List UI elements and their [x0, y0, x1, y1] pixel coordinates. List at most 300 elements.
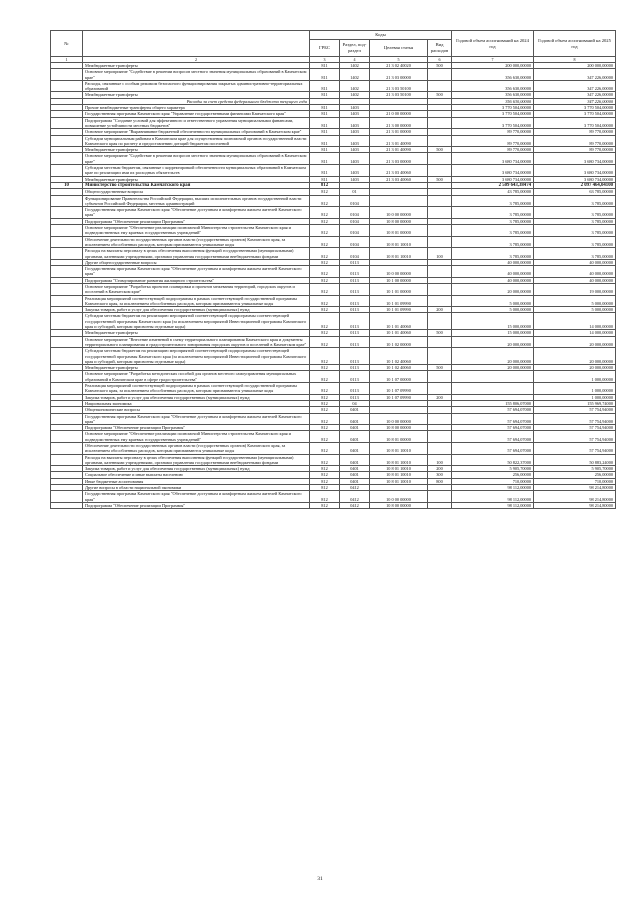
row-razdel: 0113	[340, 313, 370, 330]
row-target: 21 0 00 00000	[370, 111, 428, 117]
table-row	[51, 117, 616, 129]
row-name: Основное мероприятие "Содействие в решении вопросов местного значения муниципальных образований в Камчатском крае"	[83, 69, 310, 81]
row-amount-2025: 710,00000	[534, 478, 616, 484]
row-name: Субсидии местным бюджетам, связанные с корректировкой обеспеченности муниципальных образований в Камчатском крае по реализации ими их расходных обязательств	[83, 165, 310, 177]
row-amount-2024: 3 785,00000	[452, 207, 534, 219]
row-name: Межбюджетные трансферты	[83, 330, 310, 336]
row-razdel: 1403	[340, 105, 370, 111]
row-amount-2025: 347 226,00000	[534, 69, 616, 81]
row-name: Межбюджетные трансферты	[83, 63, 310, 69]
row-amount-2025: 3 785,00000	[534, 236, 616, 248]
row-grbs: 811	[310, 80, 340, 92]
row-grbs: 811	[310, 135, 340, 147]
row-number	[51, 80, 83, 92]
table-body	[51, 63, 616, 509]
row-amount-2025: 57 754,94000	[534, 425, 616, 431]
row-target: 10 1 02 40060	[370, 348, 428, 365]
row-grbs: 811	[310, 176, 340, 182]
row-amount-2024: 89 770,00000	[452, 129, 534, 135]
row-razdel: 0401	[340, 472, 370, 478]
row-grbs: 812	[310, 394, 340, 400]
row-name: Расходы, связанные с особым режимом безопасного функционирования закрытых административно-территориальных образований	[83, 80, 310, 92]
row-name: Иные бюджетные ассигнования	[83, 478, 310, 484]
row-amount-2025: 20 000,00000	[534, 365, 616, 371]
row-grbs: 811	[310, 92, 340, 98]
row-target: 10 0 00 00000	[370, 491, 428, 503]
table-row	[51, 248, 616, 260]
row-amount-2025: 20 000,00000	[534, 348, 616, 365]
table-row	[51, 413, 616, 425]
row-vid: 500	[428, 63, 452, 69]
row-grbs: 812	[310, 330, 340, 336]
header-codes: Коды	[310, 31, 452, 40]
row-razdel: 0401	[340, 443, 370, 455]
row-vid	[428, 383, 452, 395]
row-name: Подпрограмма "Создание условий для эффективного и ответственного управления муниципальными финансами, повышение устойчивости местных бюджетов"	[83, 117, 310, 129]
row-razdel: 0113	[340, 295, 370, 307]
row-grbs: 812	[310, 502, 340, 508]
row-vid	[428, 225, 452, 237]
row-amount-2025: 89 770,00000	[534, 129, 616, 135]
table-row	[51, 153, 616, 165]
row-vid: 500	[428, 176, 452, 182]
row-name: Реализация мероприятий соответствующей подпрограммы в рамках соответствующей государственной программы Камчатского края, за исключением обособленных расходов, которым присваиваются уникальные коды	[83, 383, 310, 395]
row-target: 10 8 01 10010	[370, 454, 428, 466]
row-vid: 800	[428, 478, 452, 484]
row-name: Межбюджетные трансферты	[83, 92, 310, 98]
row-grbs: 812	[310, 225, 340, 237]
row-target: 10 8 01 10010	[370, 443, 428, 455]
row-target: 10 8 01 10010	[370, 466, 428, 472]
row-amount-2025: 40 000,00000	[534, 266, 616, 278]
row-grbs: 812	[310, 365, 340, 371]
table-row	[51, 491, 616, 503]
row-grbs: 812	[310, 400, 340, 406]
table-row	[51, 371, 616, 383]
row-amount-2025: 98 214,80000	[534, 491, 616, 503]
row-amount-2024: 200 000,00000	[452, 63, 534, 69]
row-number	[51, 454, 83, 466]
row-number	[51, 248, 83, 260]
row-name: Министерство строительства Камчатского края	[83, 182, 310, 188]
row-target: 21 3 03 50100	[370, 92, 428, 98]
row-amount-2024: 356 630,00000	[452, 92, 534, 98]
row-number	[51, 69, 83, 81]
row-vid: 500	[428, 365, 452, 371]
row-name: Национальная экономика	[83, 400, 310, 406]
column-number: 1	[51, 57, 83, 63]
row-name: Межбюджетные трансферты	[83, 147, 310, 153]
row-amount-2024: 256,00000	[452, 472, 534, 478]
table-row	[51, 431, 616, 443]
row-razdel: 0113	[340, 371, 370, 383]
row-amount-2025: 3 785,00000	[534, 225, 616, 237]
row-vid	[428, 283, 452, 295]
row-grbs: 811	[310, 69, 340, 81]
row-vid	[428, 165, 452, 177]
row-amount-2025: 98 214,80000	[534, 485, 616, 491]
row-amount-2025: 3 680 734,00000	[534, 165, 616, 177]
row-vid	[428, 236, 452, 248]
row-amount-2025: 57 754,94000	[534, 407, 616, 413]
row-amount-2024: 50 822,37000	[452, 454, 534, 466]
row-target: 10 8 01 00000	[370, 431, 428, 443]
row-amount-2025: 5 000,00000	[534, 307, 616, 313]
row-vid: 200	[428, 466, 452, 472]
row-target: 10 1 02 40060	[370, 365, 428, 371]
row-name: Расходы за счет средств федерального бюджета текущего года	[83, 98, 310, 104]
row-amount-2025: 256,00000	[534, 472, 616, 478]
row-name: Государственная программа Камчатского края "Обеспечение доступным и комфортным жильем жителей Камчатского края"	[83, 491, 310, 503]
row-grbs: 812	[310, 236, 340, 248]
row-name: Государственная программа Камчатского края "Управление государственными финансами Камчатского края"	[83, 111, 310, 117]
row-amount-2024: 57 694,07000	[452, 413, 534, 425]
row-name: Прочие межбюджетные трансферты общего характера	[83, 105, 310, 111]
row-amount-2024: 5 000,00000	[452, 307, 534, 313]
row-number	[51, 153, 83, 165]
row-name: Другие вопросы в области национальной экономики	[83, 485, 310, 491]
row-grbs: 811	[310, 165, 340, 177]
header-vid: Вид расходов	[428, 40, 452, 57]
row-amount-2025: 347 226,00000	[534, 92, 616, 98]
row-amount-2025: 19 000,00000	[534, 283, 616, 295]
row-name: Основное мероприятие "Разработка проектов планировки и проектов межевания территорий, городских округов и поселений в Камчатском крае"	[83, 283, 310, 295]
row-amount-2025: 40 000,00000	[534, 277, 616, 283]
row-amount-2025: 200 000,00000	[534, 63, 616, 69]
row-razdel: 0113	[340, 336, 370, 348]
row-vid	[428, 491, 452, 503]
row-razdel: 0113	[340, 283, 370, 295]
row-number	[51, 313, 83, 330]
row-amount-2025: 14 000,00000	[534, 330, 616, 336]
row-razdel: 0104	[340, 236, 370, 248]
row-name: Межбюджетные трансферты	[83, 176, 310, 182]
row-vid	[428, 135, 452, 147]
row-name: Социальное обеспечение и иные выплаты населению	[83, 472, 310, 478]
header-target: Целевая статья	[370, 40, 428, 57]
row-name: Субсидии муниципальным районам в Камчатском крае для осуществления полномочий органов государственной власти Камчатского края по расчету и предоставлению дотаций бюджетам поселений	[83, 135, 310, 147]
row-target: 10 0 00 00000	[370, 266, 428, 278]
column-number: 5	[370, 57, 428, 63]
row-amount-2024: 15 000,00000	[452, 313, 534, 330]
row-grbs: 811	[310, 117, 340, 129]
row-number	[51, 371, 83, 383]
row-amount-2024: 5 000,00000	[452, 295, 534, 307]
row-grbs: 812	[310, 218, 340, 224]
row-grbs: 812	[310, 491, 340, 503]
row-amount-2025: 40 000,00000	[534, 259, 616, 265]
row-name: Государственная программа Камчатского края "Обеспечение доступным и комфортным жильем жителей Камчатского края"	[83, 266, 310, 278]
row-amount-2024: 57 694,07000	[452, 443, 534, 455]
table-row	[51, 207, 616, 219]
column-number: 4	[340, 57, 370, 63]
row-amount-2025: 3 680 734,00000	[534, 153, 616, 165]
row-razdel: 1403	[340, 176, 370, 182]
row-razdel: 0113	[340, 330, 370, 336]
row-name: Подпрограмма "Стимулирование развития жилищного строительства"	[83, 277, 310, 283]
row-razdel: 0104	[340, 225, 370, 237]
row-name: Подпрограмма "Обеспечение реализации Программы"	[83, 218, 310, 224]
table-row	[51, 502, 616, 508]
row-grbs: 812	[310, 182, 340, 188]
row-target: 21 3 03 50100	[370, 80, 428, 92]
column-number: 7	[452, 57, 534, 63]
row-name: Основное мероприятие "Обеспечение реализации полномочий Министерства строительства Камчатского края и подведомственных ему краевых государственных учреждений"	[83, 431, 310, 443]
row-target: 10 8 01 10010	[370, 248, 428, 260]
row-grbs: 812	[310, 248, 340, 260]
row-grbs: 811	[310, 111, 340, 117]
table-row	[51, 336, 616, 348]
row-amount-2024: 356 630,00000	[452, 80, 534, 92]
table-row	[51, 266, 616, 278]
row-amount-2025: 89 770,00000	[534, 147, 616, 153]
row-number	[51, 491, 83, 503]
row-grbs: 811	[310, 147, 340, 153]
row-amount-2025: 3 785,00000	[534, 195, 616, 207]
row-grbs: 811	[310, 129, 340, 135]
row-amount-2025: 155 969,74000	[534, 400, 616, 406]
row-amount-2025: 5 000,00000	[534, 295, 616, 307]
row-amount-2025: 50 883,24000	[534, 454, 616, 466]
row-grbs: 812	[310, 454, 340, 466]
row-target: 10 0 00 00000	[370, 413, 428, 425]
row-grbs: 812	[310, 259, 340, 265]
row-amount-2024: 40 000,00000	[452, 259, 534, 265]
row-amount-2024: 710,00000	[452, 478, 534, 484]
table-row	[51, 69, 616, 81]
header-name	[83, 31, 310, 57]
row-razdel: 1403	[340, 111, 370, 117]
row-target: 21 3 00 00000	[370, 117, 428, 129]
row-amount-2025: 3 770 504,00000	[534, 105, 616, 111]
row-name: Основное мероприятие "Содействие в решении вопросов местного значения муниципальных образований в Камчатском крае"	[83, 153, 310, 165]
row-amount-2024	[452, 383, 534, 395]
header-razdel: Раздел, под-раздел	[340, 40, 370, 57]
row-vid	[428, 431, 452, 443]
row-grbs: 812	[310, 313, 340, 330]
page-number: 31	[317, 876, 323, 882]
row-amount-2024: 155 806,07000	[452, 400, 534, 406]
row-number	[51, 413, 83, 425]
row-amount-2025: 98 214,80000	[534, 502, 616, 508]
row-razdel: 0401	[340, 478, 370, 484]
row-name: Реализация мероприятий соответствующей подпрограммы в рамках соответствующей государственной программы Камчатского края, за исключением обособленных расходов, которым присваиваются уникальные коды	[83, 295, 310, 307]
row-amount-2025: 3 680 734,00000	[534, 176, 616, 182]
row-razdel: 1403	[340, 135, 370, 147]
row-number: 10	[51, 182, 83, 188]
row-amount-2025: 2 097 464,04100	[534, 182, 616, 188]
row-razdel: 0401	[340, 425, 370, 431]
row-amount-2025: 3 785,00000	[534, 207, 616, 219]
row-amount-2024: 3 785,00000	[452, 248, 534, 260]
row-razdel: 0401	[340, 413, 370, 425]
row-name: Закупка товаров, работ и услуг для обеспечения государственных (муниципальных) нужд	[83, 307, 310, 313]
row-name: Основное мероприятие "Обеспечение реализации полномочий Министерства строительства Камчатского края и подведомственных ему краевых государственных учреждений"	[83, 225, 310, 237]
row-target: 10 8 01 10010	[370, 478, 428, 484]
row-razdel: 1403	[340, 153, 370, 165]
row-amount-2025: 1 000,00000	[534, 383, 616, 395]
row-razdel: 1402	[340, 69, 370, 81]
row-amount-2024: 89 770,00000	[452, 135, 534, 147]
row-grbs: 812	[310, 336, 340, 348]
row-razdel: 0104	[340, 207, 370, 219]
row-amount-2025: 347 226,00000	[534, 80, 616, 92]
row-number	[51, 225, 83, 237]
row-target: 10 8 00 00000	[370, 425, 428, 431]
row-number	[51, 135, 83, 147]
row-number	[51, 295, 83, 307]
row-razdel: 01	[340, 189, 370, 195]
table-row	[51, 348, 616, 365]
row-razdel: 0113	[340, 394, 370, 400]
row-amount-2024: 3 785,00000	[452, 225, 534, 237]
row-grbs: 812	[310, 383, 340, 395]
table-row	[51, 195, 616, 207]
row-amount-2024: 356 630,00000	[452, 69, 534, 81]
header-grbs: ГРБС	[310, 40, 340, 57]
row-grbs: 811	[310, 153, 340, 165]
row-amount-2024: 356 630,00000	[452, 98, 534, 104]
row-razdel: 0113	[340, 348, 370, 365]
row-target: 21 3 02 40020	[370, 63, 428, 69]
row-number	[51, 283, 83, 295]
row-amount-2024: 40 000,00000	[452, 266, 534, 278]
row-amount-2024: 20 000,00000	[452, 336, 534, 348]
row-grbs: 812	[310, 443, 340, 455]
row-razdel: 1403	[340, 117, 370, 129]
row-target: 21 3 01 00000	[370, 129, 428, 135]
row-amount-2024: 3 785,00000	[452, 236, 534, 248]
row-number	[51, 502, 83, 508]
row-grbs: 812	[310, 478, 340, 484]
row-vid	[428, 295, 452, 307]
row-vid	[428, 502, 452, 508]
row-razdel: 0113	[340, 365, 370, 371]
row-amount-2025: 1 000,00000	[534, 394, 616, 400]
row-target: 21 3 01 40090	[370, 135, 428, 147]
row-amount-2024: 98 112,00000	[452, 491, 534, 503]
row-vid	[428, 348, 452, 365]
row-amount-2024: 3 680 734,00000	[452, 165, 534, 177]
row-amount-2024: 20 000,00000	[452, 348, 534, 365]
column-number: 2	[83, 57, 310, 63]
row-grbs: 812	[310, 307, 340, 313]
row-vid	[428, 117, 452, 129]
row-name: Подпрограмма "Обеспечение реализации Программы"	[83, 502, 310, 508]
header-year-2024: Годовой объем ассигнований на 2024 год	[452, 31, 534, 57]
column-number: 6	[428, 57, 452, 63]
row-amount-2025: 63 785,00000	[534, 189, 616, 195]
table-row	[51, 313, 616, 330]
row-grbs: 811	[310, 63, 340, 69]
row-grbs: 812	[310, 266, 340, 278]
row-amount-2024: 89 770,00000	[452, 147, 534, 153]
row-razdel: 0401	[340, 466, 370, 472]
row-grbs: 812	[310, 189, 340, 195]
table-row	[51, 454, 616, 466]
row-target: 21 3 03 00000	[370, 69, 428, 81]
row-grbs: 812	[310, 431, 340, 443]
row-target: 10 8 01 10010	[370, 472, 428, 478]
row-amount-2025: 20 000,00000	[534, 336, 616, 348]
row-name: Подпрограмма "Обеспечение реализации Программы"	[83, 425, 310, 431]
row-amount-2025: 57 754,94000	[534, 413, 616, 425]
row-razdel: 1402	[340, 80, 370, 92]
row-name: Основное мероприятие "Разработка методических пособий для органов местного самоуправления муниципальных образований в Камчатском крае в сфере градостроительства"	[83, 371, 310, 383]
row-amount-2025: 14 000,00000	[534, 313, 616, 330]
row-name: Межбюджетные трансферты	[83, 365, 310, 371]
table-row	[51, 443, 616, 455]
row-vid	[428, 153, 452, 165]
row-vid	[428, 266, 452, 278]
budget-table	[50, 30, 616, 509]
row-number	[51, 207, 83, 219]
row-target: 10 8 00 00000	[370, 502, 428, 508]
row-name: Закупка товаров, работ и услуг для обеспечения государственных (муниципальных) нужд	[83, 466, 310, 472]
row-vid: 500	[428, 147, 452, 153]
row-amount-2024: 3 680 734,00000	[452, 153, 534, 165]
row-amount-2024	[452, 371, 534, 383]
header-year-2025: Годовой объем ассигнований на 2025 год	[534, 31, 616, 57]
row-vid	[428, 69, 452, 81]
row-amount-2025: 347 226,00000	[534, 98, 616, 104]
row-amount-2024: 98 112,00000	[452, 502, 534, 508]
row-razdel: 0104	[340, 248, 370, 260]
row-number	[51, 266, 83, 278]
row-vid: 300	[428, 472, 452, 478]
row-amount-2024: 43 785,00000	[452, 189, 534, 195]
row-grbs: 812	[310, 407, 340, 413]
row-amount-2025: 57 754,94000	[534, 443, 616, 455]
row-name: Общеэкономические вопросы	[83, 407, 310, 413]
row-grbs: 811	[310, 105, 340, 111]
row-grbs: 812	[310, 195, 340, 207]
row-amount-2024: 5 905,70000	[452, 466, 534, 472]
table-row	[51, 80, 616, 92]
row-name: Функционирование Правительства Российской Федерации, высших исполнительных органов государственной власти субъектов Российской Федерации, местных администраций	[83, 195, 310, 207]
row-amount-2024: 3 770 504,00000	[452, 105, 534, 111]
row-razdel: 1402	[340, 63, 370, 69]
row-grbs: 812	[310, 207, 340, 219]
row-vid: 200	[428, 394, 452, 400]
row-name: Основное мероприятие "Выравнивание бюджетной обеспеченности муниципальных образований в Камчатском крае"	[83, 129, 310, 135]
row-name: Обеспечение деятельности государственных органов власти (государственных органов) Камчатского края, за исключением обособленных расходов, которым присваиваются уникальные коды	[83, 236, 310, 248]
row-razdel: 0113	[340, 383, 370, 395]
row-target: 10 8 00 00000	[370, 218, 428, 224]
row-number	[51, 431, 83, 443]
row-grbs: 812	[310, 466, 340, 472]
table-row	[51, 236, 616, 248]
row-amount-2024: 40 000,00000	[452, 277, 534, 283]
row-razdel: 0104	[340, 218, 370, 224]
column-number: 8	[534, 57, 616, 63]
row-vid	[428, 371, 452, 383]
row-name: Субсидии местным бюджетам на реализацию мероприятий соответствующей подпрограммы соответствующей государственной программы Камчатского края (за исключением мероприятий Инвестиционной программы Камчатского края и субсидий, которым присвоены отдельные коды)	[83, 313, 310, 330]
row-amount-2024: 15 000,00000	[452, 330, 534, 336]
row-target: 21 3 01 40090	[370, 147, 428, 153]
row-razdel: 1403	[340, 165, 370, 177]
row-razdel: 0113	[340, 307, 370, 313]
table-row	[51, 135, 616, 147]
row-razdel: 0401	[340, 454, 370, 466]
row-vid: 200	[428, 307, 452, 313]
row-amount-2024: 3 770 504,00000	[452, 117, 534, 129]
row-razdel: 0412	[340, 502, 370, 508]
row-name: Расходы на выплаты персоналу в целях обеспечения выполнения функций государственными (муниципальными) органами, казенными учреждениями, органами управления государственными внебюджетными фондами	[83, 454, 310, 466]
row-razdel: 1403	[340, 147, 370, 153]
row-razdel: 0401	[340, 431, 370, 443]
row-number	[51, 117, 83, 129]
